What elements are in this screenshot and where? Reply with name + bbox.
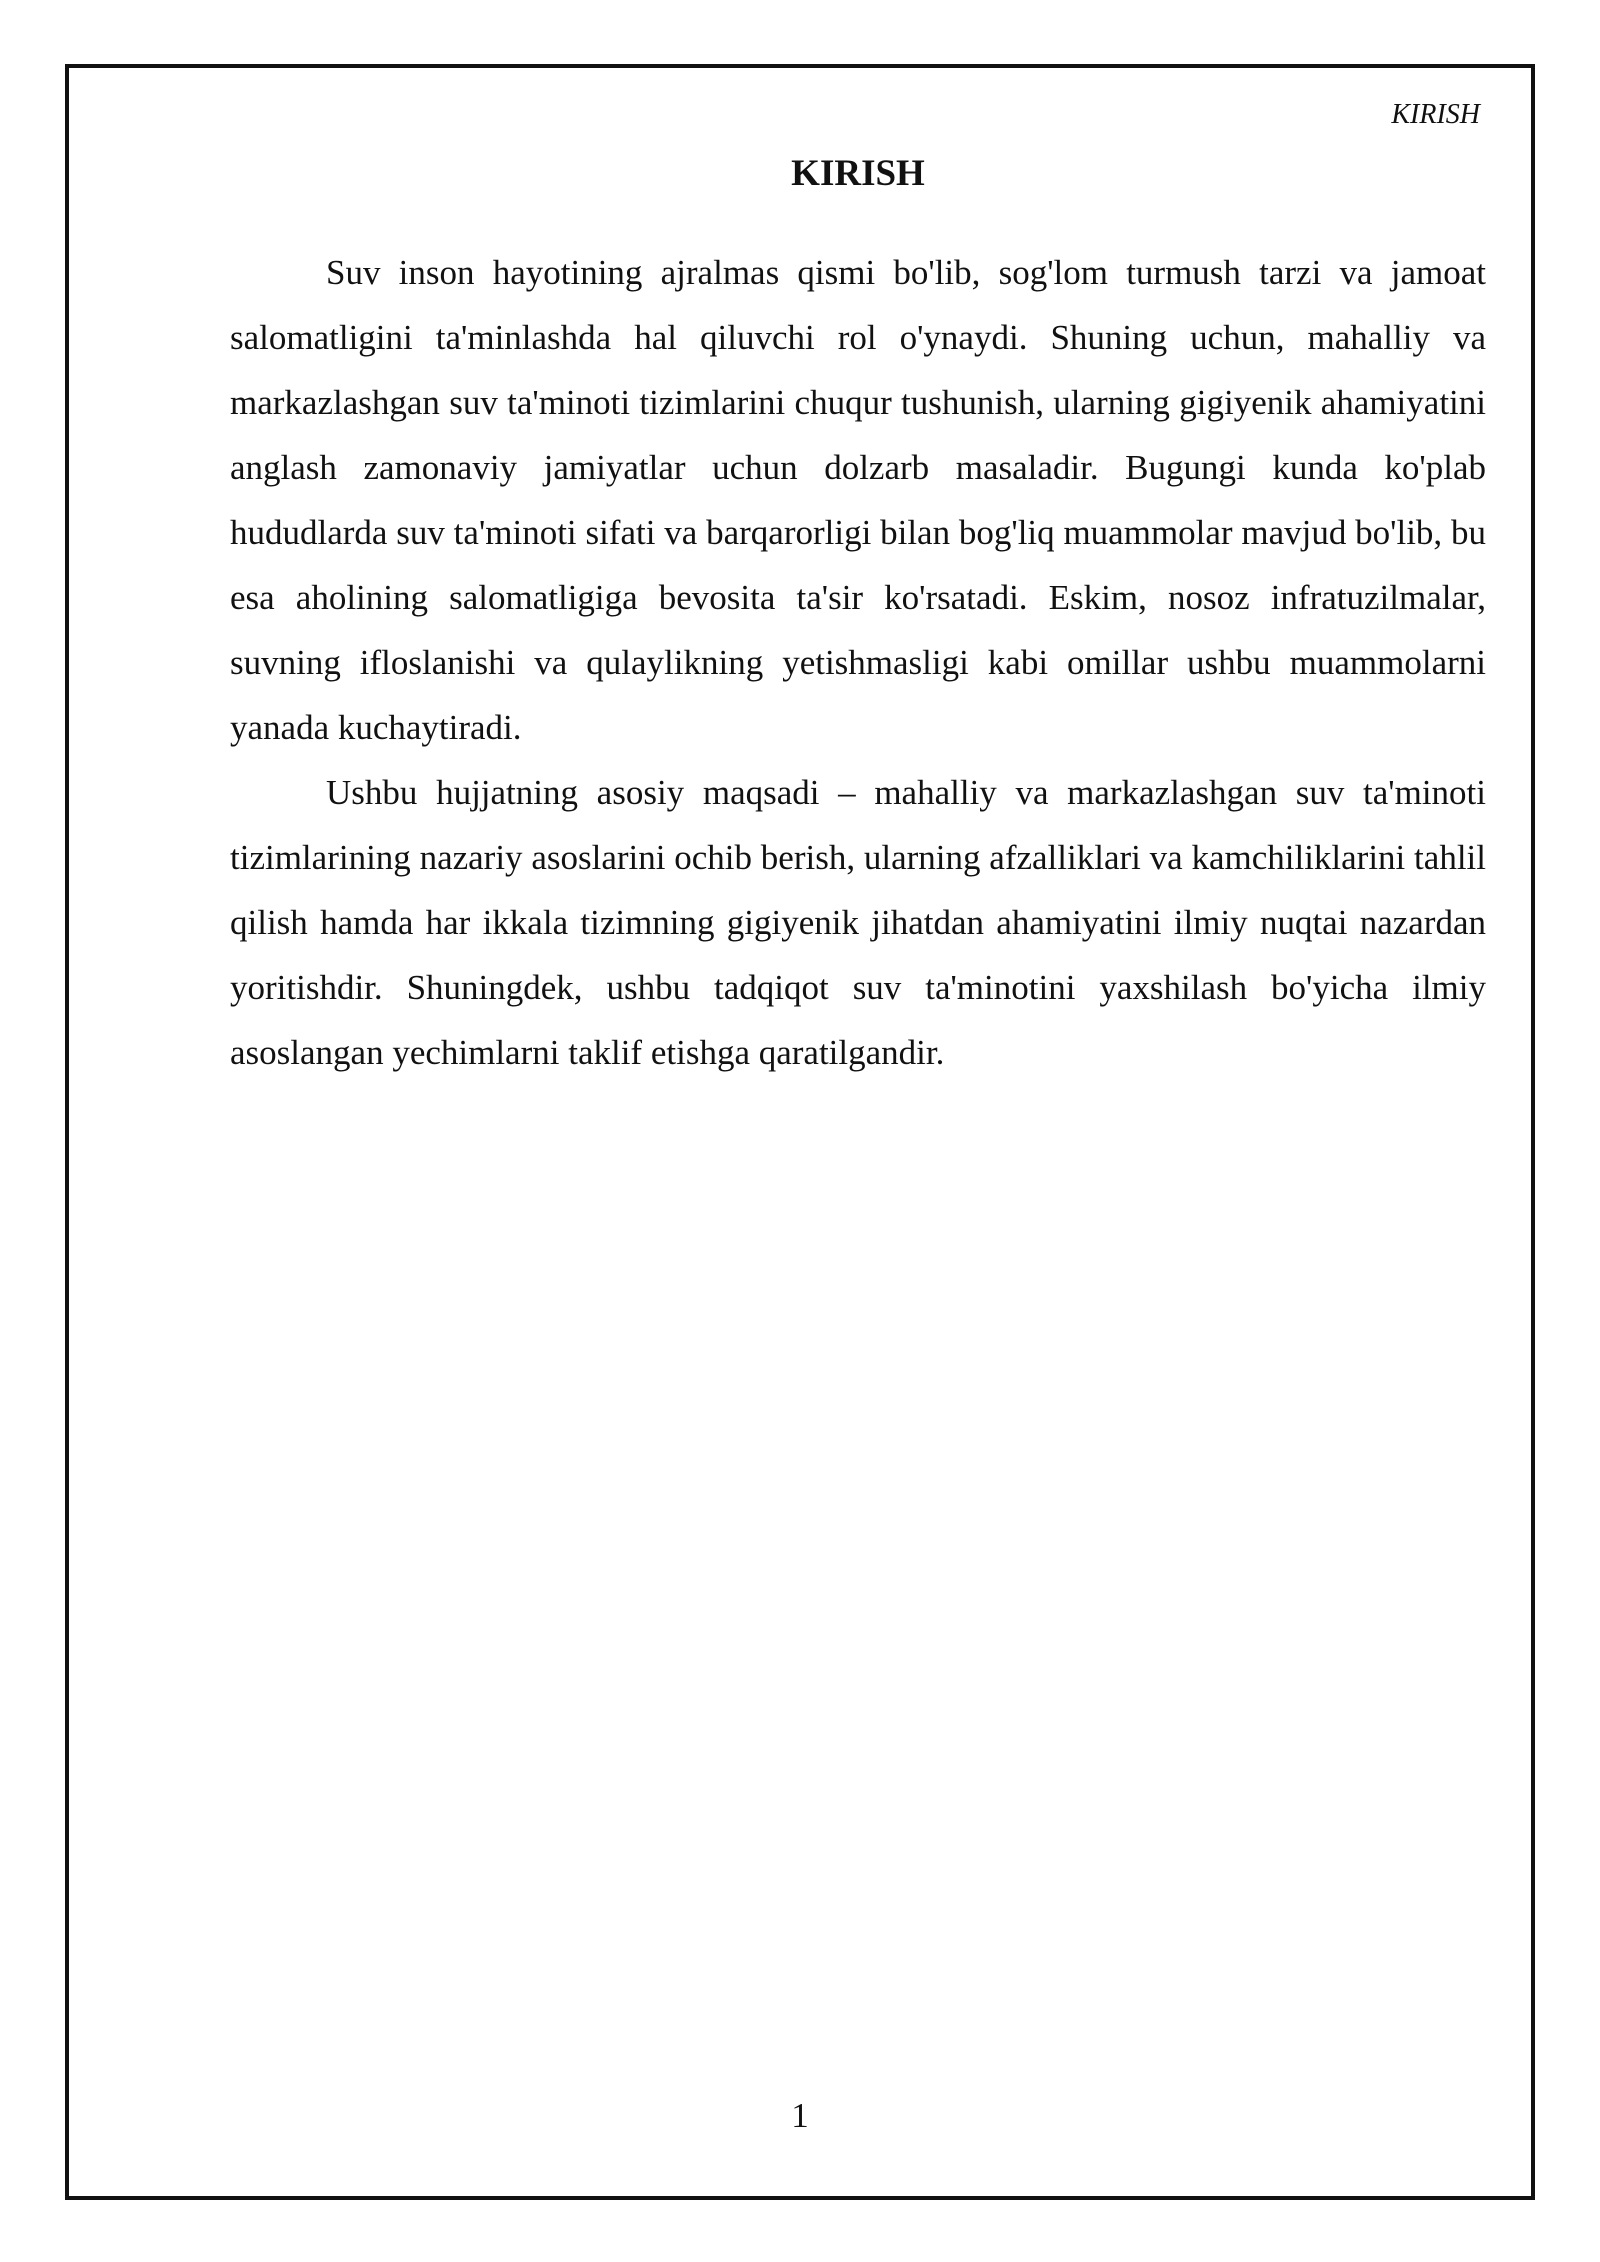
paragraph-1: Suv inson hayotining ajralmas qismi bo'lib, sog'lom turmush tarzi va jamoat salomatligini ta'minlashda hal qiluvchi rol o'ynaydi. Shuning uchun, mahalliy va markazlashgan suv ta'minoti tizimlarini chuqur tushunish, ularning gigiyenik ahamiyatini anglash zamonaviy jamiyatlar uchun dolzarb masaladir. Bugungi kunda ko'plab hududlarda suv ta'minoti sifati va barqarorligi bilan bog'liq muammolar mavjud bo'lib, bu esa aholining salomatligiga bevosita ta'sir ko'rsatadi. Eskim, nosoz infratuzilmalar, suvning ifloslanishi va qulaylikning yetishmasligi kabi omillar ushbu muammolarni yanada kuchaytiradi. xyxy=(230,253,1486,747)
page-number: 1 xyxy=(791,2096,809,2135)
page-title: KIRISH xyxy=(791,153,925,194)
running-header: KIRISH xyxy=(1391,99,1480,130)
body-text xyxy=(230,240,1486,1085)
paragraph-2: Ushbu hujjatning asosiy maqsadi – mahalliy va markazlashgan suv ta'minoti tizimlarining nazariy asoslarini ochib berish, ularning afzalliklari va kamchiliklarini tahlil qilish hamda har ikkala tizimning gigiyenik jihatdan ahamiyatini ilmiy nuqtai nazardan yoritishdir. Shuningdek, ushbu tadqiqot suv ta'minotini yaxshilash bo'yicha ilmiy asoslangan yechimlarni taklif etishga qaratilgandir. xyxy=(230,773,1486,1072)
